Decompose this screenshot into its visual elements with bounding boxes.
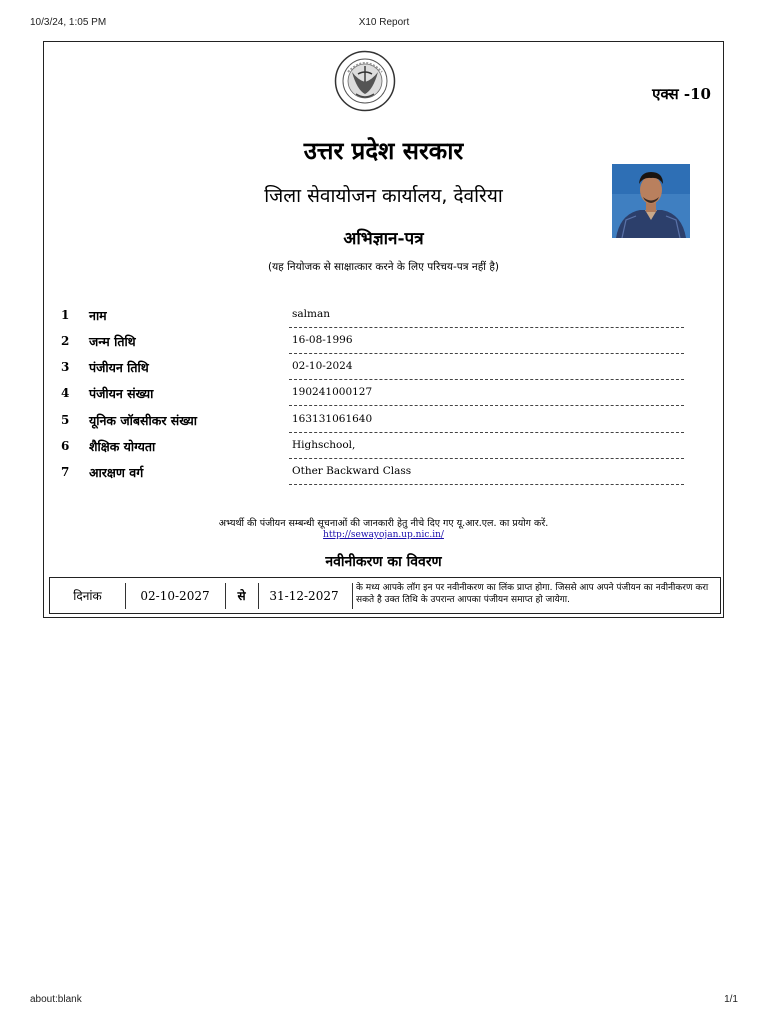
renewal-separator: से (237, 589, 246, 603)
dotted-line (289, 353, 684, 354)
field-value: Highschool, (292, 439, 356, 451)
up-government-seal-icon (334, 50, 396, 112)
field-number: 1 (61, 308, 70, 322)
document-frame (43, 41, 724, 618)
field-number: 6 (61, 439, 70, 453)
field-row-name (44, 304, 723, 330)
field-row-registration-number (44, 382, 723, 408)
field-number: 4 (61, 386, 70, 400)
field-row-education (44, 435, 723, 461)
dotted-line (289, 484, 684, 485)
renewal-to-date: 31-12-2027 (269, 588, 339, 603)
info-text: अभ्यर्थी की पंजीयन सम्बन्धी सूचनाओं की जानकारी हेतु नीचे दिए गए यू.आर.एल. का प्रयोग करें. (218, 518, 549, 529)
dotted-line (289, 379, 684, 380)
document-type-title: अभिज्ञान-पत्र (343, 229, 424, 249)
field-label: यूनिक जॉबसीकर संख्या (89, 413, 198, 428)
field-value: salman (292, 308, 330, 320)
field-number: 2 (61, 334, 70, 348)
field-label: जन्म तिथि (89, 334, 136, 349)
field-value: 190241000127 (292, 386, 373, 398)
renewal-instructions: के मध्य आपके लॉग इन पर नवीनीकरण का लिंक प्राप्त होगा. जिससे आप अपने पंजीयन का नवीनीकरण करा सकते है उक्त तिथि के उपरान्त आपका पंजीयन समाप्त हो जायेगा. (356, 583, 709, 605)
field-number: 5 (61, 413, 70, 427)
field-label: शैक्षिक योग्यता (89, 439, 156, 454)
print-datetime: 10/3/24, 1:05 PM (30, 17, 107, 28)
print-title: X10 Report (358, 17, 410, 28)
dotted-line (289, 327, 684, 328)
renewal-date-label: दिनांक (73, 589, 102, 603)
field-row-reservation-category (44, 461, 723, 487)
field-number: 3 (61, 360, 70, 374)
dotted-line (289, 405, 684, 406)
renewal-from-date: 02-10-2027 (140, 588, 210, 603)
renewal-title: नवीनीकरण का विवरण (325, 554, 442, 570)
form-code: एक्स -10 (652, 85, 711, 103)
government-title: उत्तर प्रदेश सरकार (303, 136, 464, 165)
field-row-registration-date (44, 356, 723, 382)
dotted-line (289, 432, 684, 433)
print-page-number: 1/1 (724, 994, 738, 1005)
field-value: Other Backward Class (292, 465, 412, 477)
dotted-line (289, 458, 684, 459)
sewayojan-link[interactable]: http://sewayojan.up.nic.in/ (323, 530, 444, 540)
disclaimer-note: (यह नियोजक से साक्षात्कार करने के लिए परिचय-पत्र नहीं है) (267, 261, 500, 273)
renewal-details-box (49, 577, 721, 614)
field-label: पंजीयन तिथि (89, 360, 149, 375)
field-number: 7 (61, 465, 70, 479)
field-row-dob (44, 330, 723, 356)
field-label: नाम (89, 308, 107, 323)
field-value: 163131061640 (292, 413, 373, 425)
field-value: 16-08-1996 (292, 334, 353, 346)
divider (352, 583, 353, 609)
applicant-photo (612, 164, 690, 238)
field-label: पंजीयन संख्या (89, 386, 154, 401)
field-label: आरक्षण वर्ग (89, 465, 144, 480)
field-value: 02-10-2024 (292, 360, 353, 372)
field-row-unique-jobseeker-number (44, 409, 723, 435)
office-name: जिला सेवायोजन कार्यालय, देवरिया (264, 185, 503, 207)
print-url: about:blank (30, 994, 82, 1005)
